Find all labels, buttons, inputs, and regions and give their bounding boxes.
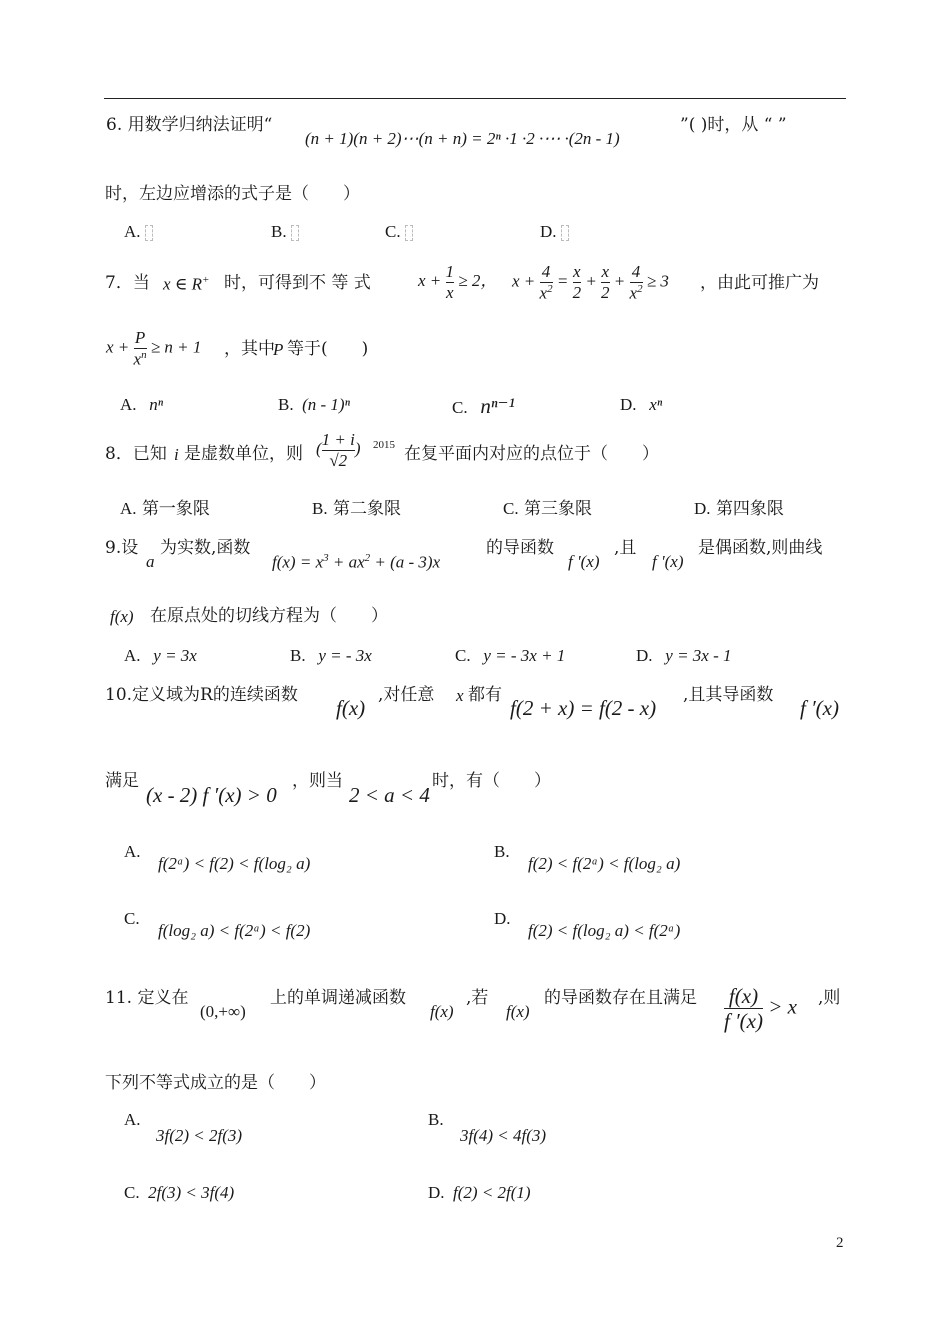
q9-option-a: A. y = 3x [124, 646, 197, 665]
q7-stem-line2-tail: 等于( ) [287, 339, 369, 359]
q10-option-b-label: B. [494, 842, 510, 861]
q7-stem-end: ，由此可推广为 [700, 273, 819, 293]
q9-stem-derivative: 的导函数 [486, 538, 554, 558]
q8-option-a: A. 第一象限 [120, 499, 210, 519]
q6-option-c-image [405, 225, 413, 241]
q11-function-2: f(x) [506, 1002, 530, 1021]
q6-option-a-image [145, 225, 153, 241]
header-rule [104, 98, 846, 99]
q10-symmetry: f(2 + x) = f(2 - x) [510, 696, 657, 720]
q8-stem-start: 8．已知 [105, 444, 167, 464]
q10-stem-when: ，则当 [292, 771, 343, 791]
q11-option-c: C. 2f(3) < 3f(4) [124, 1183, 235, 1202]
q10-stem-any: ,对任意 [378, 685, 435, 705]
q11-stem-line2: 下列不等式成立的是（ ） [105, 1073, 326, 1093]
q10-range: 2 < a < 4 [349, 783, 430, 807]
q8-option-d: D. 第四象限 [694, 499, 784, 519]
q11-option-d: D. f(2) < 2f(1) [428, 1183, 531, 1202]
q8-expression: ( $\frac{1 + i}{√2}$ ) [316, 430, 361, 470]
q6-option-b: B. [271, 223, 299, 241]
q7-option-c: C. nⁿ⁻¹ [452, 394, 515, 418]
q11-interval: (0,+∞) [200, 1002, 246, 1021]
q9-stem-end: 是偶函数,则曲线 [698, 538, 823, 558]
q10-derivative: f ′(x) [800, 696, 839, 720]
q10-option-d-label: D. [494, 909, 511, 928]
q7-general-inequality: x + $\frac{P}{x^n}$ ≥ n + 1 [106, 328, 202, 369]
q7-inequality-2: x + $\frac{4}{x^2}$ = $\frac{x}{2}$ + $\frac{x}{2}$ + $\frac{4}{x^2}$ ≥ 3 [512, 262, 669, 303]
q8-variable-i: i [174, 445, 179, 464]
q9-stem-start: 9.设 [105, 538, 139, 558]
q6-stem-start: 6. 用数学归纳法证明“ [106, 115, 273, 135]
q6-option-b-image [291, 225, 299, 241]
page-number: 2 [836, 1235, 844, 1251]
q10-condition: (x - 2) f ′(x) > 0 [146, 783, 277, 807]
q8-stem-end: 在复平面内对应的点位于（ ） [404, 444, 659, 464]
q7-option-d: D. xⁿ [620, 395, 663, 414]
q10-function: f(x) [336, 696, 366, 720]
q9-stem-mid: 为实数,函数 [160, 538, 251, 558]
q6-formula: (n + 1)(n + 2)⋯(n + n) = 2ⁿ ·1 ·2 ·⋯ ·(2n - 1) [305, 129, 620, 148]
q7-option-b: B. (n - 1)ⁿ [278, 395, 350, 414]
q7-option-a: A. nⁿ [120, 395, 164, 414]
q10-stem-have: 都有 [468, 685, 502, 705]
q7-stem-start: 7．当 [105, 273, 150, 293]
q6-stem-mid: ”( )时，从 “ ” [680, 115, 787, 135]
q10-option-a-label: A. [124, 842, 141, 861]
q11-stem-start: 11. 定义在 [105, 988, 189, 1008]
q9-function: $f(x) = x^3 + ax^2 + (a - 3)x$ [272, 552, 441, 572]
q11-function-1: f(x) [430, 1002, 454, 1021]
q9-option-b: B. y = - 3x [290, 646, 372, 665]
q6-option-c: C. [385, 223, 413, 241]
q7-stem-mid: 时，可得到不 等 式 [224, 273, 371, 293]
q9-derivative-2: f '(x) [652, 552, 684, 571]
q8-option-b: B. 第二象限 [312, 499, 401, 519]
q10-stem-satisfy: 满足 [105, 771, 139, 791]
q6-option-d: D. [540, 223, 569, 241]
q8-option-c: C. 第三象限 [503, 499, 592, 519]
q9-option-d: D. y = 3x - 1 [636, 646, 732, 665]
q9-stem-and: ,且 [614, 538, 637, 558]
q7-domain: x ∈ R+ [163, 274, 210, 294]
q10-option-c-label: C. [124, 909, 140, 928]
q7-inequality-1: x + $\frac{1}{x}$ ≥ 2， [418, 262, 498, 302]
q11-stem-condition: 的导函数存在且满足 [544, 988, 697, 1008]
q11-stem-if: ,若 [466, 988, 489, 1008]
q6-option-d-image [561, 225, 569, 241]
q10-option-d-expr: f(2) < f(log₂ a) < f(2ᵃ) [528, 921, 681, 940]
q8-exponent: 2015 [373, 439, 395, 451]
q11-option-a-label: A. [124, 1110, 141, 1129]
q7-stem-line2: ，其中 [224, 339, 275, 359]
q10-stem-end: 时，有（ ） [432, 771, 551, 791]
q6-option-a: A. [124, 223, 153, 241]
q9-variable-a: a [146, 552, 155, 571]
q9-curve: f(x) [110, 607, 134, 626]
q9-stem-line2: 在原点处的切线方程为（ ） [150, 606, 388, 626]
q11-stem-decreasing: 上的单调递减函数 [270, 988, 406, 1008]
q10-stem-derivative: ,且其导函数 [683, 685, 774, 705]
q11-option-b-expr: 3f(4) < 4f(3) [460, 1126, 547, 1145]
q11-ratio: $\frac{f(x)}{f '(x)}$ > x [724, 984, 797, 1034]
q7-variable-p: P [273, 340, 284, 359]
q10-option-b-expr: f(2) < f(2ᵃ) < f(log₂ a) [528, 854, 681, 873]
q10-stem-start: 10.定义域为R的连续函数 [105, 685, 298, 705]
q8-stem-mid: 是虚数单位，则 [184, 444, 303, 464]
q9-derivative-1: f '(x) [568, 552, 600, 571]
q11-option-a-expr: 3f(2) < 2f(3) [156, 1126, 243, 1145]
q10-option-a-expr: f(2ᵃ) < f(2) < f(log₂ a) [158, 854, 311, 873]
q11-option-b-label: B. [428, 1110, 444, 1129]
q10-option-c-expr: f(log₂ a) < f(2ᵃ) < f(2) [158, 921, 311, 940]
q6-stem-end: 时，左边应增添的式子是（ ） [105, 184, 360, 204]
q11-stem-then: ,则 [818, 988, 841, 1008]
q9-option-c: C. y = - 3x + 1 [455, 646, 566, 665]
q10-variable-x: x [456, 686, 464, 705]
